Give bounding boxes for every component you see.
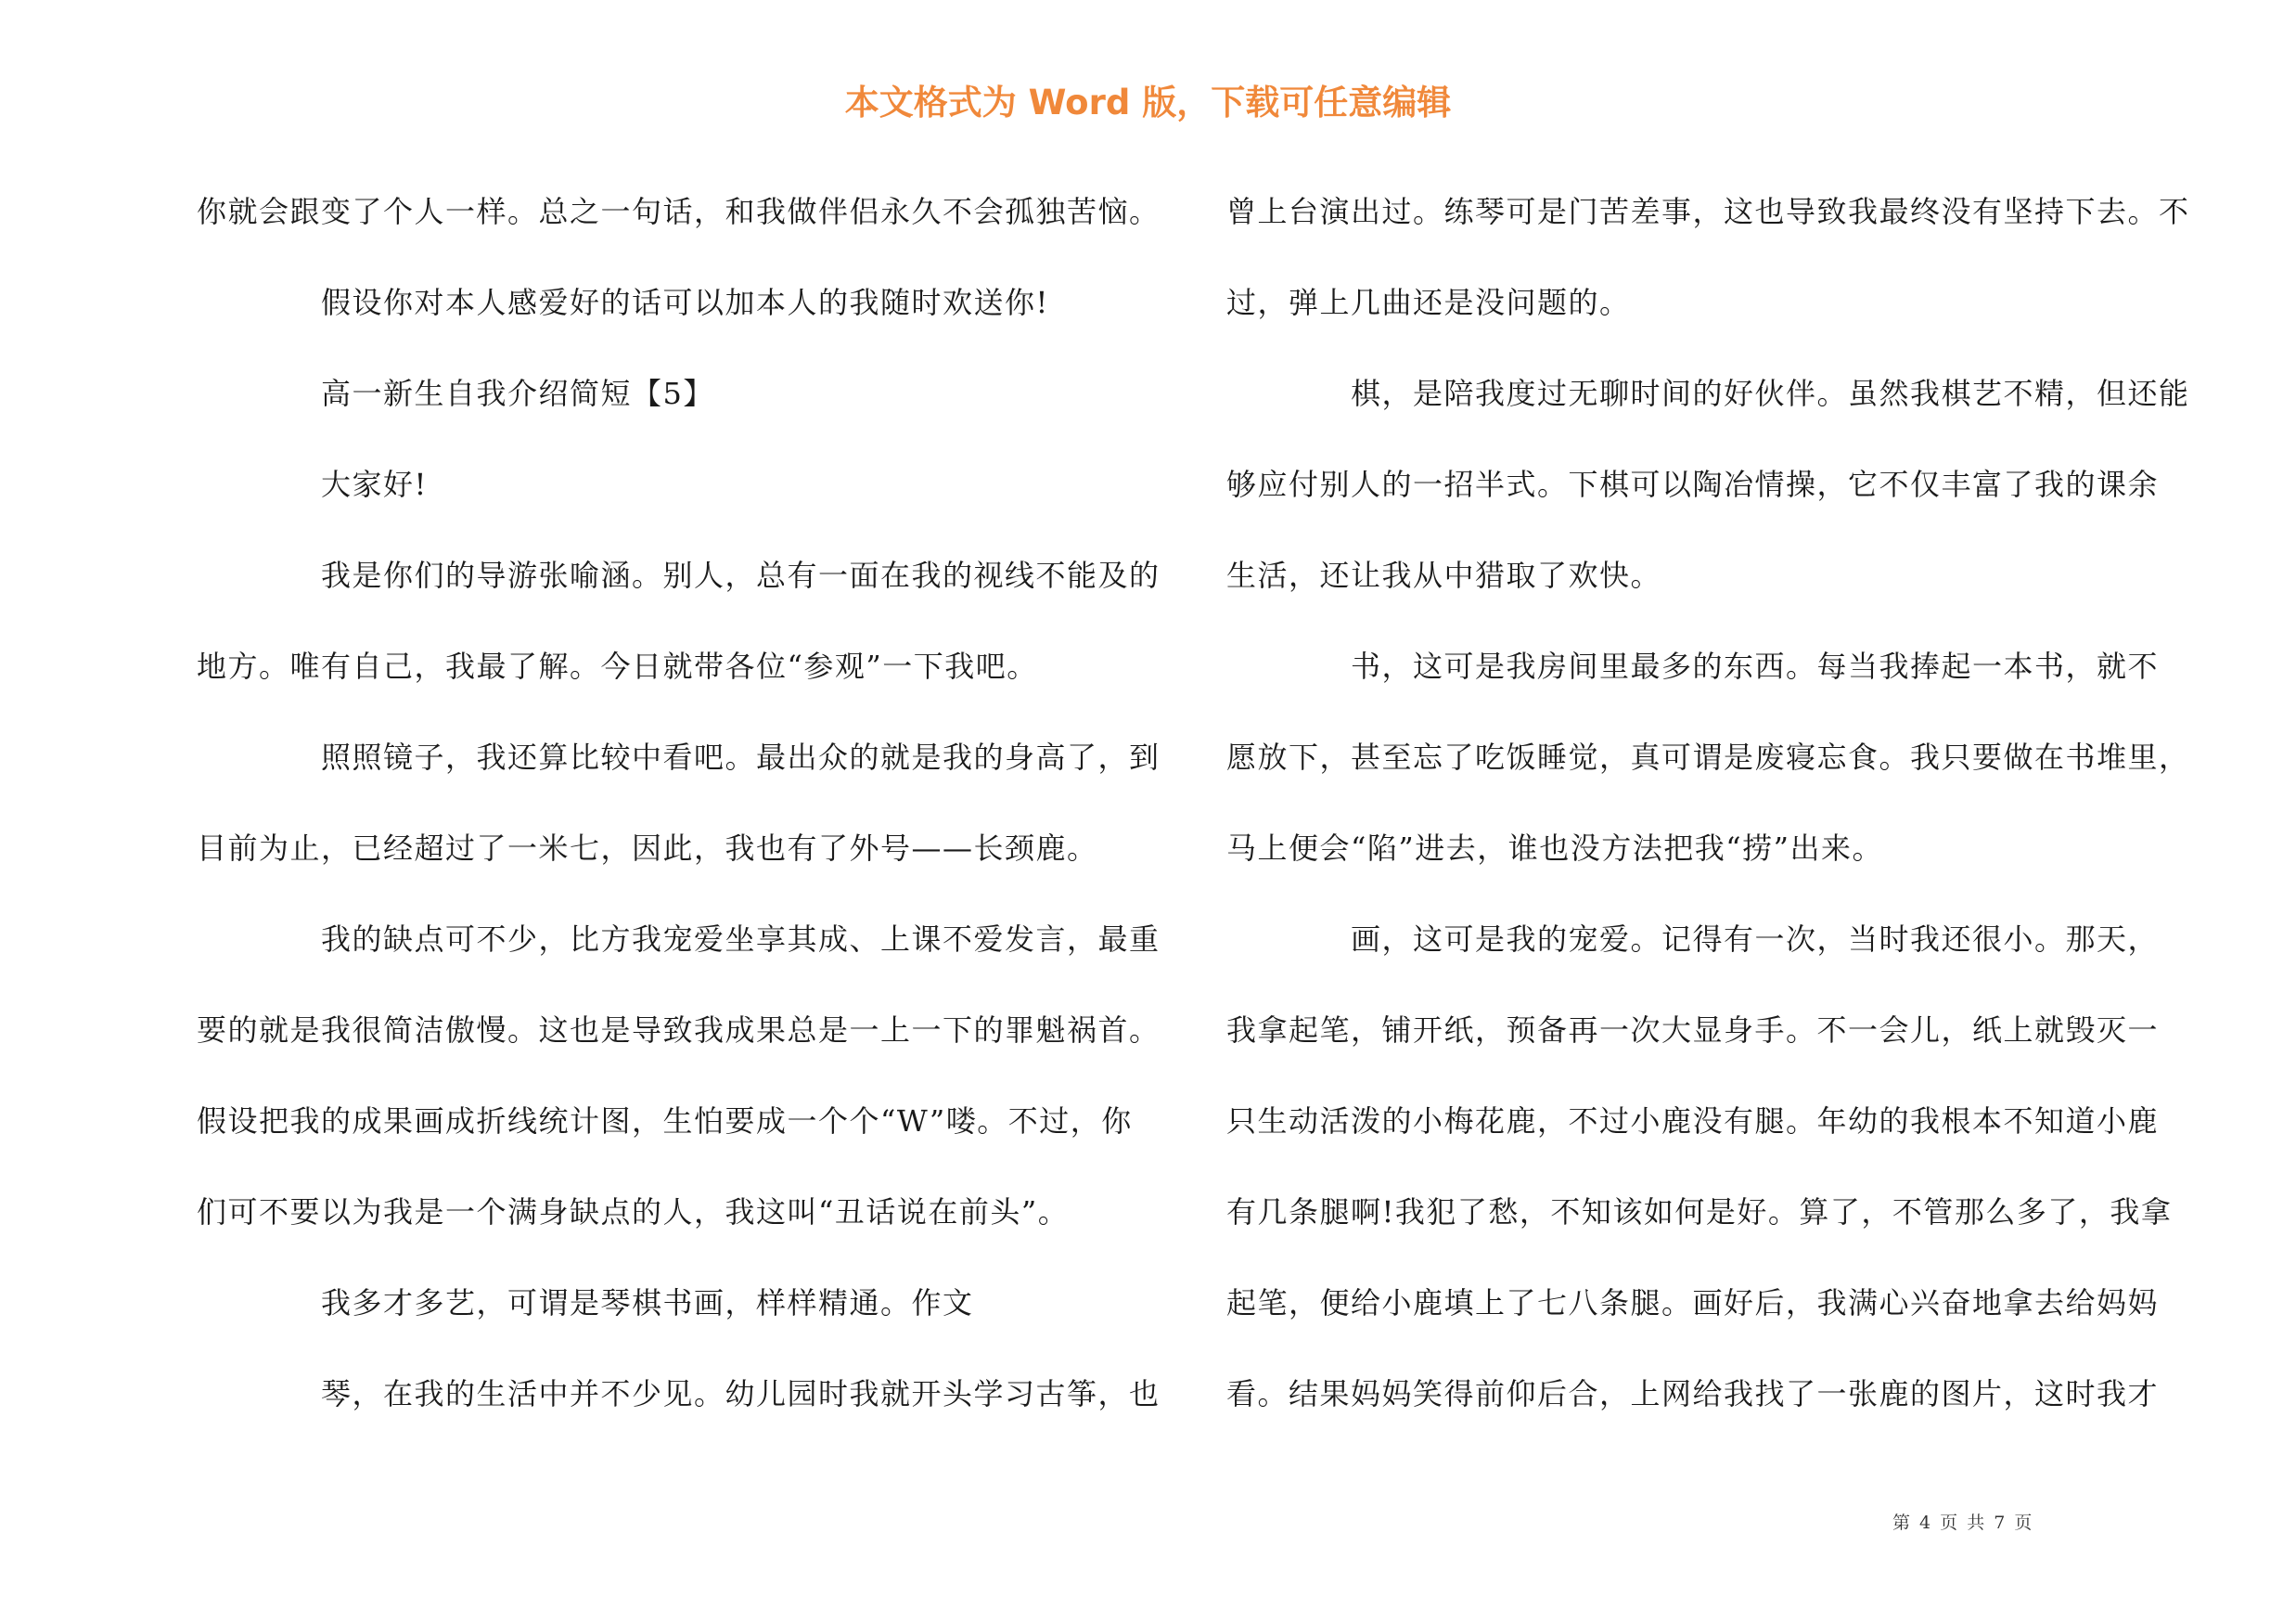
text-line: 有几条腿啊!我犯了愁，不知该如何是好。算了，不管那么多了，我拿: [1226, 1194, 2173, 1230]
text-line: 地方。唯有自己，我最了解。今日就带各位“参观”一下我吧。: [197, 649, 1038, 684]
format-notice-banner: 本文格式为 Word 版，下载可任意编辑: [844, 83, 1452, 122]
left-text-column: [197, 184, 1180, 1457]
text-line: 只生动活泼的小梅花鹿，不过小鹿没有腿。年幼的我根本不知道小鹿: [1226, 1103, 2160, 1139]
text-line: 假设把我的成果画成折线统计图，生怕要成一个个“W”喽。不过，你: [197, 1103, 1133, 1139]
text-line: 愿放下，甚至忘了吃饭睡觉，真可谓是废寝忘食。我只要做在书堆里，: [1226, 740, 2190, 775]
text-line: 大家好!: [321, 467, 428, 502]
page-number-footer: 第 4 页 共 7 页: [1892, 1513, 2034, 1533]
text-line: 我多才多艺，可谓是琴棋书画，样样精通。作文: [321, 1285, 974, 1320]
text-line: 琴，在我的生活中并不少见。幼儿园时我就开头学习古筝，也: [321, 1376, 1161, 1411]
text-line: 们可不要以为我是一个满身缺点的人，我这叫“丑话说在前头”。: [197, 1194, 1070, 1230]
text-line: 书，这可是我房间里最多的东西。每当我捧起一本书，就不: [1351, 649, 2160, 684]
text-line: 够应付别人的一招半式。下棋可以陶冶情操，它不仅丰富了我的课余: [1226, 467, 2160, 502]
text-line: 我拿起笔，铺开纸，预备再一次大显身手。不一会儿，纸上就毁灭一: [1226, 1012, 2160, 1048]
text-line: 目前为止，已经超过了一米七，因此，我也有了外号——长颈鹿。: [197, 831, 1098, 866]
text-line: 生活，还让我从中猎取了欢快。: [1226, 558, 1662, 593]
text-line: 棋，是陪我度过无聊时间的好伙伴。虽然我棋艺不精，但还能: [1351, 376, 2190, 411]
text-line: 高一新生自我介绍简短【5】: [321, 376, 714, 411]
text-line: 要的就是我很简洁傲慢。这也是导致我成果总是一上一下的罪魁祸首。: [197, 1012, 1161, 1048]
text-line: 你就会跟变了个人一样。总之一句话，和我做伴侣永久不会孤独苦恼。: [197, 194, 1161, 229]
text-line: 假设你对本人感爱好的话可以加本人的我随时欢送你!: [321, 285, 1049, 320]
text-line: 起笔，便给小鹿填上了七八条腿。画好后，我满心兴奋地拿去给妈妈: [1226, 1285, 2160, 1320]
text-line: 我是你们的导游张喻涵。别人，总有一面在我的视线不能及的: [321, 558, 1161, 593]
text-line: 马上便会“陷”进去，谁也没方法把我“捞”出来。: [1226, 831, 1883, 866]
text-line: 曾上台演出过。练琴可是门苦差事，这也导致我最终没有坚持下去。不: [1226, 194, 2190, 229]
text-line: 我的缺点可不少，比方我宠爱坐享其成、上课不爱发言，最重: [321, 921, 1161, 957]
text-line: 看。结果妈妈笑得前仰后合，上网给我找了一张鹿的图片，这时我才: [1226, 1376, 2160, 1411]
text-line: 过，弹上几曲还是没问题的。: [1226, 285, 1631, 320]
right-text-column: [1226, 184, 2191, 1457]
text-line: 画，这可是我的宠爱。记得有一次，当时我还很小。那天，: [1351, 921, 2160, 957]
text-line: 照照镜子，我还算比较中看吧。最出众的就是我的身高了，到: [321, 740, 1161, 775]
